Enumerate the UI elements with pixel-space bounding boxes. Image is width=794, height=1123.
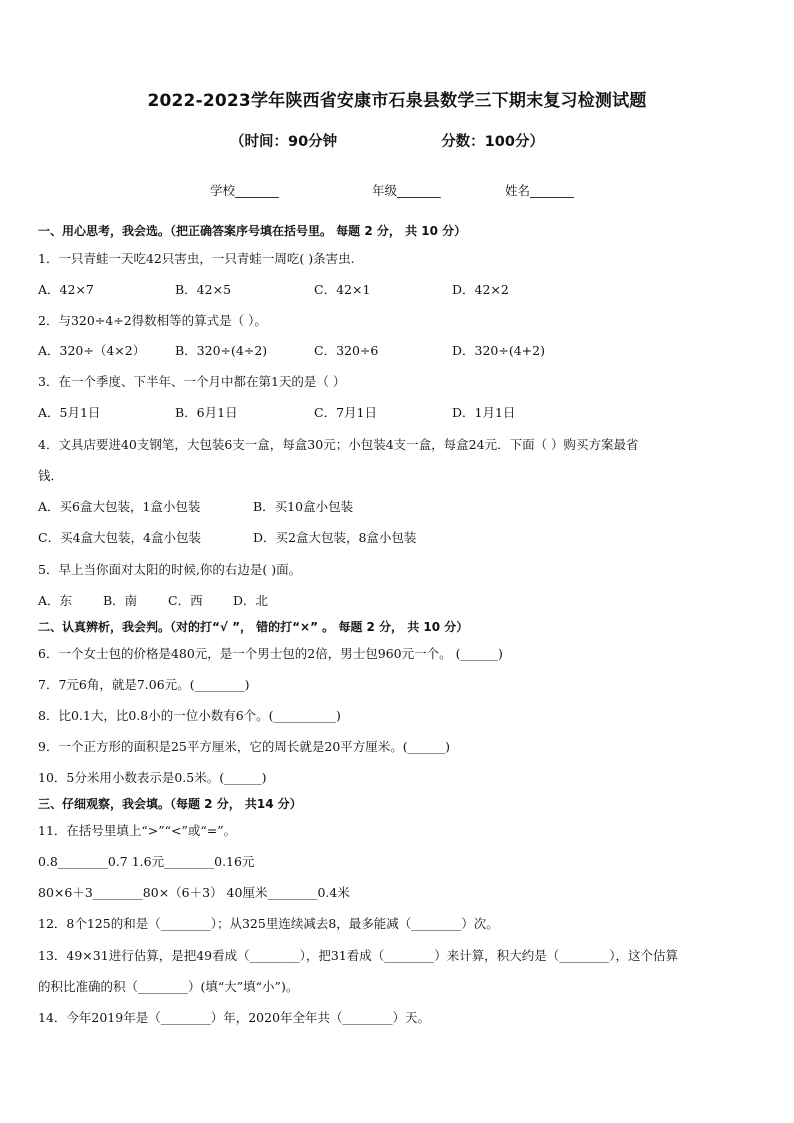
question-6: 6．一个女士包的价格是480元，是一个男士包的2倍，男士包960元一个。 (______) xyxy=(38,646,503,661)
section2-heading: 二、认真辨析，我会判。（对的打“√ ”， 错的打“×” 。 每题 2 分， 共 10 分） xyxy=(38,620,469,634)
q1-option-b: B．42×5 xyxy=(175,282,232,297)
section3-heading: 三、仔细观察，我会填。（每题 2 分， 共14 分） xyxy=(38,797,302,811)
question-9: 9．一个正方形的面积是25平方厘米，它的周长就是20平方厘米。(______) xyxy=(38,739,451,754)
question-11: 11．在括号里填上“>”“<”或“=”。 xyxy=(38,823,237,838)
question-13-line1: 13．49×31进行估算，是把49看成（________），把31看成（________）来计算，积大约是（________），这个估算 xyxy=(38,948,679,963)
question-11-row2: 80×6＋3________80×（6＋3） 40厘米________0.4米 xyxy=(38,885,350,900)
question-7: 7．7元6角，就是7.06元。(________) xyxy=(38,677,250,692)
question-4-line1: 4．文具店要进40支钢笔，大包装6支一盒，每盒30元；小包装4支一盒，每盒24元．下面（ ）购买方案最省 xyxy=(38,437,639,452)
name-field: 姓名_______ xyxy=(505,183,574,198)
q3-option-a: A．5月1日 xyxy=(38,405,101,420)
q3-option-b: B．6月1日 xyxy=(175,405,238,420)
q5-option-a: A．东 xyxy=(38,593,73,608)
q2-option-d: D．320÷(4+2) xyxy=(452,343,545,358)
question-14: 14．今年2019年是（________）年，2020年全年共（________）天。 xyxy=(38,1010,431,1025)
question-4-line2: 钱． xyxy=(38,468,64,483)
question-2: 2．与320÷4÷2得数相等的算式是（ ）。 xyxy=(38,313,267,328)
question-1: 1．一只青蛙一天吃42只害虫，一只青蛙一周吃( )条害虫. xyxy=(38,251,355,266)
q4-option-a: A．买6盒大包装，1盒小包装 xyxy=(38,499,201,514)
q5-option-b: B．南 xyxy=(103,593,138,608)
q4-option-c: C．买4盒大包装，4盒小包装 xyxy=(38,530,201,545)
q3-option-d: D．1月1日 xyxy=(452,405,516,420)
question-5: 5．早上当你面对太阳的时候,你的右边是( )面。 xyxy=(38,562,302,577)
score-label: 分数：100分） xyxy=(441,134,544,150)
q3-option-c: C．7月1日 xyxy=(314,405,377,420)
question-13-line2: 的积比准确的积（________）(填“大”填“小”)。 xyxy=(38,979,299,994)
q1-option-c: C．42×1 xyxy=(314,282,371,297)
q2-option-b: B．320÷(4÷2) xyxy=(175,343,268,358)
question-11-row1: 0.8________0.7 1.6元________0.16元 xyxy=(38,854,255,869)
q5-option-c: C．西 xyxy=(168,593,203,608)
section1-heading: 一、用心思考，我会选。（把正确答案序号填在括号里。 每题 2 分， 共 10 分） xyxy=(38,224,467,238)
question-10: 10．5分米用小数表示是0.5米。(______) xyxy=(38,770,267,785)
page-title: 2022-2023学年陕西省安康市石泉县数学三下期末复习检测试题 xyxy=(147,91,647,111)
question-12: 12．8个125的和是（________）；从325里连续减去8，最多能减（________）次。 xyxy=(38,916,499,931)
school-field: 学校_______ xyxy=(210,183,279,198)
q1-option-a: A．42×7 xyxy=(38,282,94,297)
question-3: 3．在一个季度、下半年、一个月中都在第1天的是（ ） xyxy=(38,374,346,389)
grade-field: 年级_______ xyxy=(372,183,441,198)
question-8: 8．比0.1大，比0.8小的一位小数有6个。(__________) xyxy=(38,708,341,723)
q5-option-d: D．北 xyxy=(233,593,269,608)
time-label: （时间：90分钟 xyxy=(230,134,338,150)
q4-option-d: D．买2盒大包装，8盒小包装 xyxy=(253,530,417,545)
subtitle xyxy=(230,130,544,151)
q1-option-d: D．42×2 xyxy=(452,282,509,297)
q4-option-b: B．买10盒小包装 xyxy=(253,499,354,514)
q2-option-c: C．320÷6 xyxy=(314,343,379,358)
q2-option-a: A．320÷（4×2） xyxy=(38,343,146,358)
